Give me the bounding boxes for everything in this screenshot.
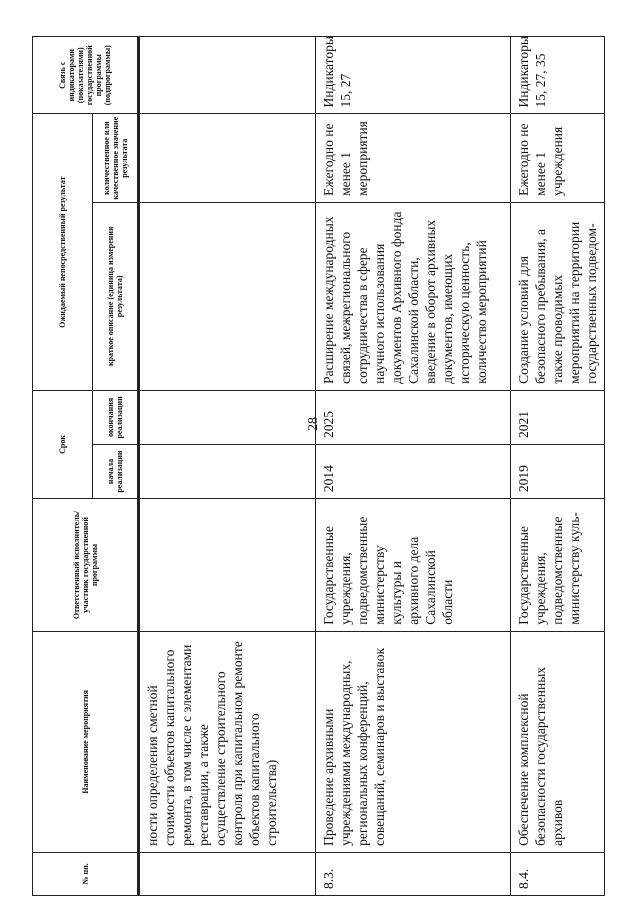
cell-desc bbox=[140, 202, 316, 390]
cell-link: Индикаторы 15, 27 bbox=[316, 37, 511, 114]
cell-end: 2025 bbox=[316, 390, 511, 444]
cell-responsible: Государственные учреждения, подведомственные министерству куль- bbox=[511, 499, 605, 632]
header-term: Срок bbox=[33, 390, 93, 498]
header-num: № пп. bbox=[33, 852, 139, 895]
table-row bbox=[511, 37, 605, 896]
cell-end: 2021 bbox=[511, 390, 605, 444]
cell-qty: Ежегодно не менее 1 учреждения bbox=[511, 114, 605, 202]
header-responsible: Ответственный исполнитель/участник государственной программы bbox=[33, 499, 139, 632]
header-name: Наименование мероприятия bbox=[33, 631, 139, 852]
header-link: Связь с индикаторами (показателями) государственной программы (подпрограммы) bbox=[33, 37, 139, 114]
cell-desc: Создание условий для безопасного пребывания, а также проводимых мероприятий на территории государственных подведом- bbox=[511, 202, 605, 390]
cell-name: ности определения сметной стоимости объектов капитального ремонта, в том числе с элементами реставрации, а также осуществление строительного контроля при капитальном ремонте объектов капитального строительства) bbox=[140, 631, 316, 852]
cell-start: 2019 bbox=[511, 444, 605, 498]
cell-responsible: Государственные учреждения, подведомственные министерству культуры и архивного дела Сахалинской области bbox=[316, 499, 511, 632]
header-row bbox=[33, 37, 93, 896]
cell-responsible bbox=[140, 499, 316, 632]
header-result: Ожидаемый непосредственный результат bbox=[33, 114, 93, 390]
cell-link bbox=[140, 37, 316, 114]
header-start: начала реализации bbox=[93, 444, 139, 498]
header-result-desc: краткое описание (единица измерения результата) bbox=[93, 202, 139, 390]
cell-qty: Ежегодно не менее 1 мероприятия bbox=[316, 114, 511, 202]
table-row bbox=[316, 37, 511, 896]
header-result-qty: количественное или качественное значение результата bbox=[93, 114, 139, 202]
cell-start bbox=[140, 444, 316, 498]
page-number: 28 bbox=[306, 417, 321, 431]
cell-name: Обеспечение комплексной безопасности государственных архивов bbox=[511, 631, 605, 852]
cell-num bbox=[140, 852, 316, 895]
rotated-table-container bbox=[32, 36, 617, 896]
cell-end bbox=[140, 390, 316, 444]
events-table bbox=[32, 36, 605, 896]
cell-link: Индикаторы 15, 27, 35 bbox=[511, 37, 605, 114]
cell-qty bbox=[140, 114, 316, 202]
cell-name: Проведение архивными учреждениями международных, региональных конференций, совещаний, семинаров и выставок bbox=[316, 631, 511, 852]
cell-start: 2014 bbox=[316, 444, 511, 498]
cell-num: 8.3. bbox=[316, 852, 511, 895]
cell-desc: Расширение международных связей, межрегионального сотрудничества в сфере научного использования документов Архивного фонда Сахалинской области, введение в оборот архивных документов, имеющих историческую ценность, количество мероприятий bbox=[316, 202, 511, 390]
table-row bbox=[140, 37, 316, 896]
cell-num: 8.4. bbox=[511, 852, 605, 895]
header-end: окончания реализации bbox=[93, 390, 139, 444]
